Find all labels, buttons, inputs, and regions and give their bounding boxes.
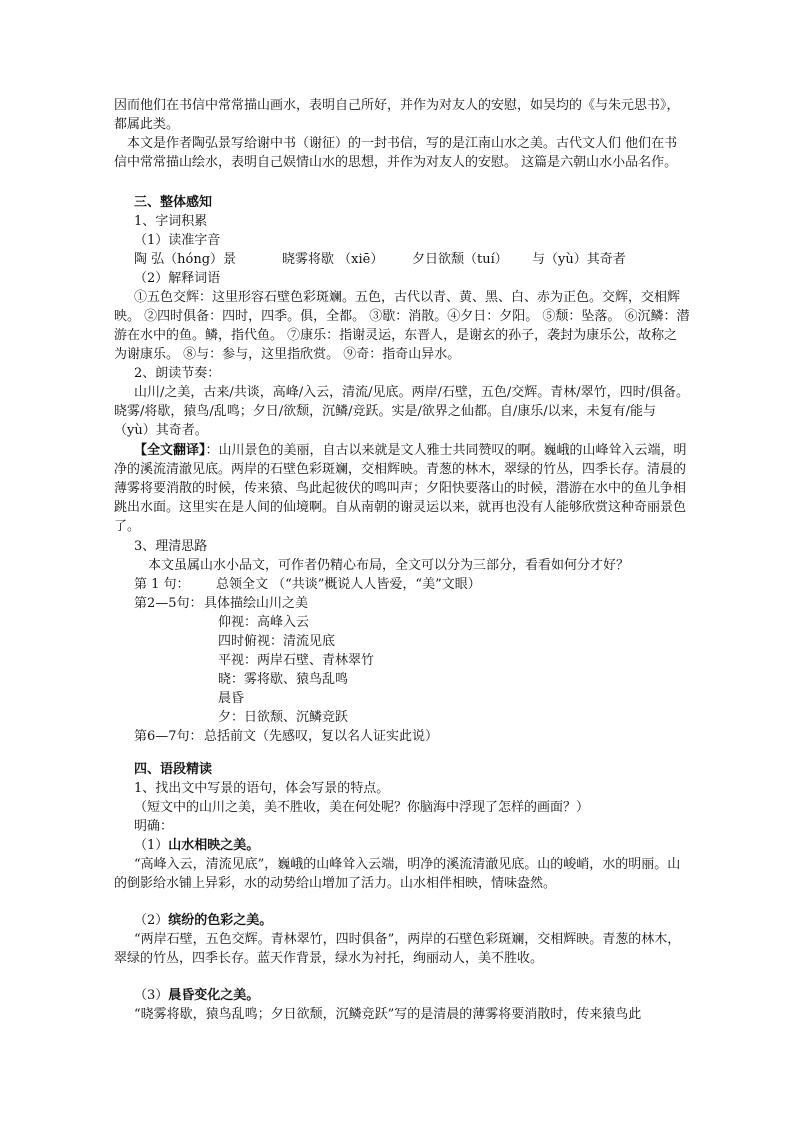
pron-item-yu: 与（yù）其奇者 — [532, 252, 626, 267]
outline-intro: 本文虽属山水小品文，可作者仍精心布局，全文可以分为三部分，看看如何分才好？ — [148, 558, 630, 573]
rhythm-title: 2、朗读节奏： — [134, 366, 221, 381]
intro-paragraph-1: 因而他们在书信中常常描山画水，表明自己所好，并作为对友人的安慰，如吴均的《与朱元思书》，都属此类。 — [114, 98, 680, 132]
point-3-title: 晨昏变化之美。 — [168, 988, 260, 1003]
outline-item: 晓：雾将歇、猿鸟乱鸣 — [218, 672, 349, 687]
point-3-body: “晓雾将歇，猿鸟乱鸣；夕日欲颓，沉鳞竞跃”写的是清晨的薄雾将要消散时，传来猿鸟此 — [134, 1007, 642, 1022]
point-1-body: “高峰入云，清流见底”，巍峨的山峰耸入云端，明净的溪流清澈见底。山的峻峭，水的明丽。山的倒影给水铺上异彩，水的动势给山增加了活力。山水相伴相映，情味盎然。 — [114, 857, 681, 891]
outline-item: 仰视：高峰入云 — [218, 615, 310, 630]
translation-text: ：山川景色的美丽，自古以来就是文人雅士共同赞叹的啊。巍峨的山峰耸入云端，明净的溪流清澈见底。两岸的石壁色彩斑斓，交相辉映。青葱的林木，翠绿的竹丛，四季长存。清晨的薄雾将要消散的时候，传来猿、鸟此起彼伏的鸣叫声；夕阳快要落山的时候，潜游在水中的鱼儿争相跳出水面。这里实在是人间的仙境啊。自从南朝的谢灵运以来，就再也没有人能够欣赏这种奇丽景色了。 — [114, 443, 687, 534]
pronunciation-title: （1）读准字音 — [134, 233, 221, 248]
question-1: 1、找出文中写景的语句，体会写景的特点。 — [134, 781, 390, 796]
outline-s3-label: 第6—7句： — [134, 729, 203, 744]
point-2-number: （2） — [134, 913, 169, 928]
outline-item: 平视：两岸石壁、青林翠竹 — [218, 653, 375, 668]
outline-s3-text: 总括前文（先感叹，复以名人证实此说） — [204, 729, 439, 744]
point-1-title: 山水相映之美。 — [168, 838, 260, 853]
point-3-heading — [134, 986, 259, 1005]
translation-paragraph — [114, 441, 690, 536]
pron-item-xie: 晓雾将歇 （xiē） — [282, 252, 384, 267]
outline-title: 3、理清思路 — [134, 539, 208, 554]
point-2-title: 缤纷的色彩之美。 — [168, 913, 273, 928]
outline-item: 四时俯视：清流见底 — [218, 634, 336, 649]
rhythm-paragraph: 山川/之美，古来/共谈，高峰/入云，清流/见底。两岸/石壁，五色/交辉。青林/翠竹，四时/俱备。晓雾/将歇，猿鸟/乱鸣；夕日/欲颓，沉鳞/竞跃。实是/欲界之仙都。自/康乐/以来，未复有/能与（yù）其奇者。 — [114, 385, 690, 438]
question-1-hint: （短文中的山川之美，美不胜收，美在何处呢？你脑海中浮现了怎样的画面？） — [134, 800, 590, 815]
point-1-heading — [134, 836, 259, 855]
section-3-heading: 三、整体感知 — [134, 195, 213, 210]
outline-s1-label: 第 1 句： — [134, 577, 190, 592]
outline-s1-text: 总领全文 （“共谈”概说人人皆爱，“美”文眼） — [216, 577, 481, 592]
intro-paragraph-2: 本文是作者陶弘景写给谢中书（谢征）的一封书信，写的是江南山水之美。古代文人们 他们在书信中常常描山绘水，表明自己娱情山水的思想，并作为对友人的安慰。 这篇是六朝山水小品名作。 — [114, 136, 678, 170]
point-2-body: “两岸石壁，五色交辉。青林翠竹，四时俱备”，两岸的石壁色彩斑斓，交相辉映。青葱的林木，翠绿的竹丛，四季长存。蓝天作背景，绿水为衬托，绚丽动人，美不胜收。 — [114, 932, 681, 966]
outline-s2-label: 第2—5句： — [134, 596, 203, 611]
clarify-label: 明确： — [134, 819, 174, 834]
word-accumulation-title: 1、字词积累 — [134, 214, 208, 229]
glossary-title: （2）解释词语 — [134, 271, 221, 286]
glossary-paragraph: ①五色交辉：这里形容石壁色彩斑斓。五色，古代以青、黄、黑、白、赤为正色。交辉，交相辉映。 ②四时俱备：四时，四季。俱，全都。 ③歇：消散。④夕日：夕阳。 ⑤颓：坠落。 ⑥沉鳞：潜游在水中的鱼。鳞，指代鱼。 ⑦康乐：指谢灵运，东晋人，是谢玄的孙子，袭封为康乐公，故称之为谢康乐。 ⑧与：参与，这里指欣赏。 ⑨奇：指奇山异水。 — [114, 290, 690, 362]
point-1-number: （1） — [134, 838, 169, 853]
point-3-number: （3） — [134, 988, 169, 1003]
translation-label: 【全文翻译】 — [134, 443, 206, 458]
point-2-heading — [134, 911, 272, 930]
outline-s2-text: 具体描绘山川之美 — [204, 596, 309, 611]
pron-item-author: 陶 弘（hóng）景 — [134, 252, 237, 267]
section-4-heading: 四、语段精读 — [134, 762, 213, 777]
pron-item-tui: 夕日欲颓（tuí） — [412, 252, 508, 267]
outline-item: 晨昏 — [218, 691, 245, 706]
outline-item: 夕：日欲颓、沉鳞竞跃 — [218, 710, 349, 725]
